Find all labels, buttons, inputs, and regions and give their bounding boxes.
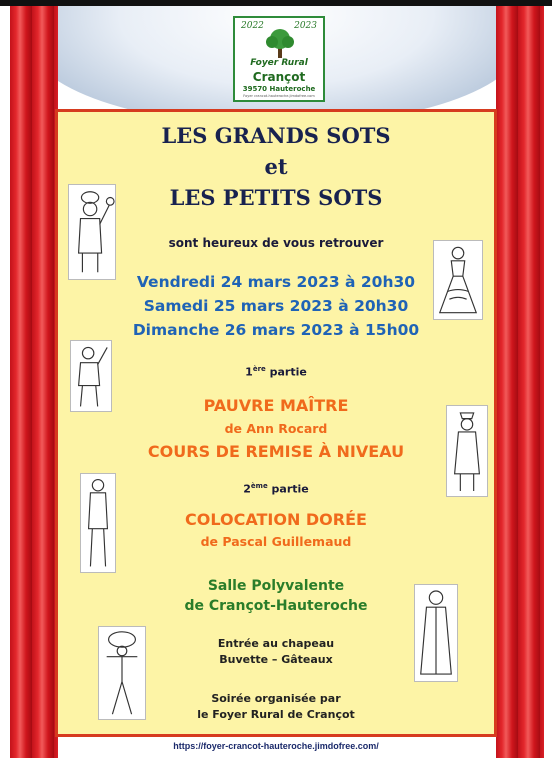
logo-line-4: Foyer crancot-hauteroche.jimdofree.com bbox=[243, 94, 315, 98]
logo-line-3: 39570 Hauteroche bbox=[242, 85, 316, 93]
lady-dress-figure-illustration bbox=[433, 240, 483, 320]
play-1-title: PAUVRE MAÎTRE bbox=[203, 396, 349, 415]
right-curtain bbox=[496, 6, 544, 758]
play-2-title: COURS DE REMISE À NIVEAU bbox=[147, 442, 405, 461]
title-line-3: LES PETITS SOTS bbox=[169, 185, 383, 210]
venue-line-2: de Crançot-Hauteroche bbox=[184, 598, 368, 614]
logo-year-left: 2022 bbox=[241, 21, 264, 31]
part-2-label: 2ème partie bbox=[243, 482, 309, 496]
man-standing-figure-illustration bbox=[80, 473, 116, 573]
intro-text: sont heureux de vous retrouver bbox=[168, 236, 384, 250]
date-2: Samedi 25 mars 2023 à 20h30 bbox=[143, 297, 409, 315]
date-3: Dimanche 26 mars 2023 à 15h00 bbox=[132, 321, 420, 339]
title-line-2: et bbox=[264, 154, 288, 179]
play-3-author: de Pascal Guillemaud bbox=[200, 534, 352, 549]
logo-line-2: Crançot bbox=[252, 70, 306, 84]
date-1: Vendredi 24 mars 2023 à 20h30 bbox=[136, 273, 416, 291]
organizer-line-2: le Foyer Rural de Crançot bbox=[197, 708, 355, 721]
entry-line-2: Buvette – Gâteaux bbox=[219, 653, 333, 666]
venue-line-1: Salle Polyvalente bbox=[207, 578, 345, 594]
play-1-author: de Ann Rocard bbox=[224, 421, 328, 436]
entry-line-1: Entrée au chapeau bbox=[217, 637, 335, 650]
tree-icon bbox=[263, 28, 297, 58]
chef-figure-illustration bbox=[68, 184, 116, 280]
organizer-line-1: Soirée organisée par bbox=[211, 692, 341, 705]
foyer-rural-logo bbox=[233, 16, 325, 102]
play-3-title: COLOCATION DORÉE bbox=[185, 510, 367, 529]
nurse-figure-illustration bbox=[446, 405, 488, 497]
left-curtain bbox=[10, 6, 58, 758]
logo-line-1: Foyer Rural bbox=[250, 58, 308, 68]
website-url: https://foyer-crancot-hauteroche.jimdofree.com/ bbox=[173, 741, 379, 751]
part-1-label: 1ère partie bbox=[245, 365, 307, 379]
priest-figure-illustration bbox=[414, 584, 458, 682]
worker-figure-illustration bbox=[70, 340, 112, 412]
title-line-1: LES GRANDS SOTS bbox=[161, 123, 391, 148]
dancer-figure-illustration bbox=[98, 626, 146, 720]
logo-year-right: 2023 bbox=[294, 21, 317, 31]
